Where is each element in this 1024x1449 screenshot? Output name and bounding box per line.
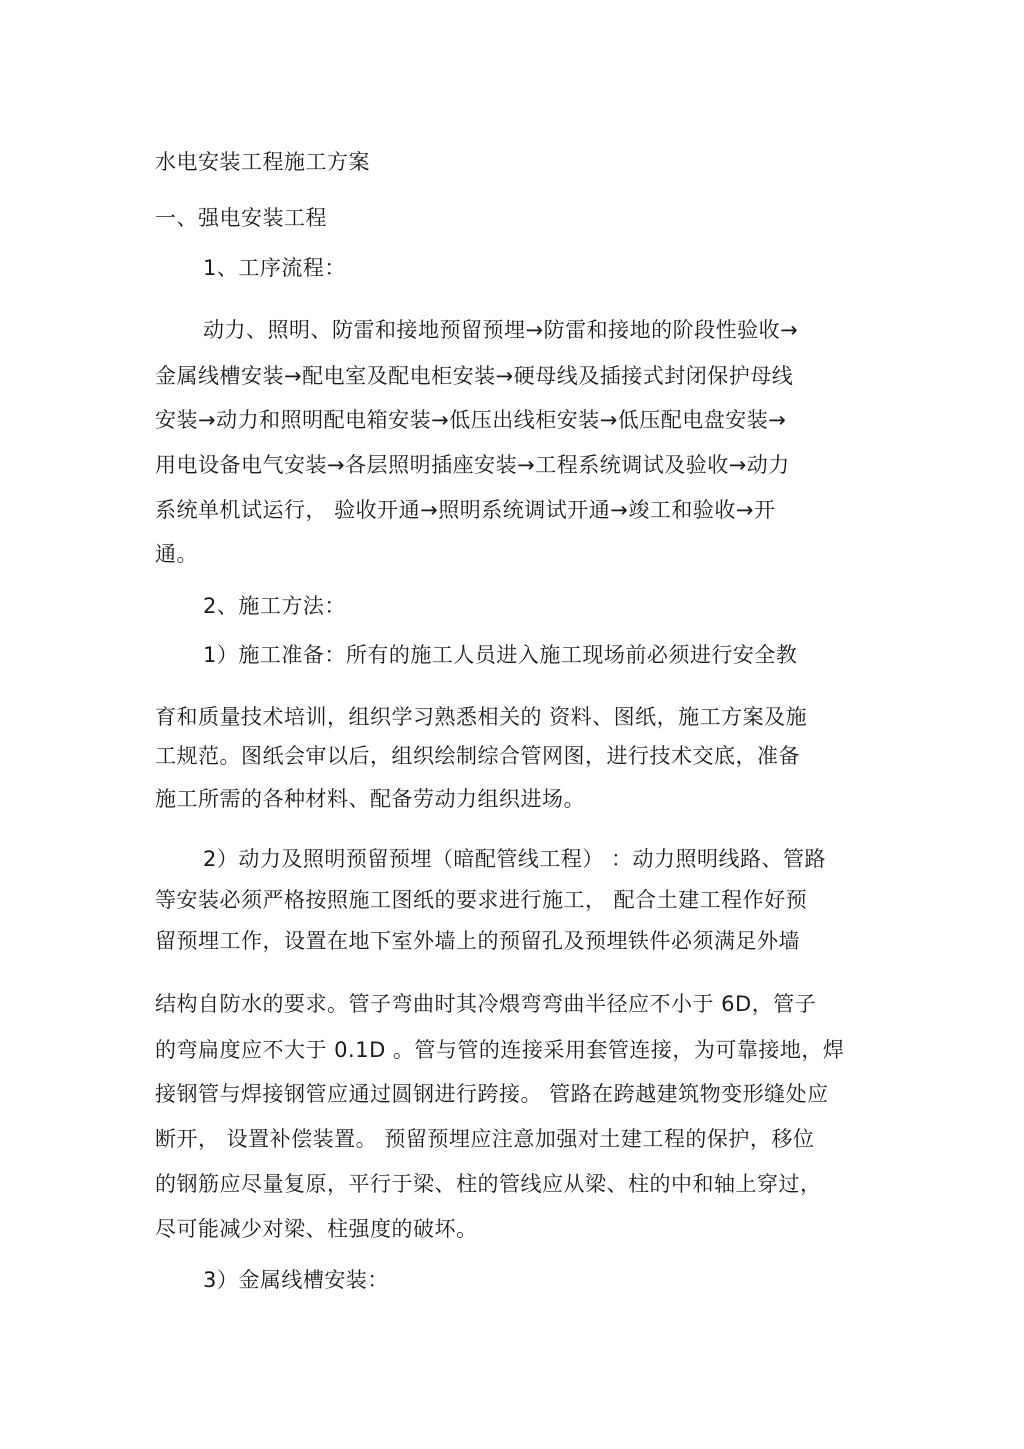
section-heading-strong-electric: 一、强电安装工程 <box>155 206 327 230</box>
embed-paragraph-line: 2）动力及照明预留预埋（暗配管线工程） ：动力照明线路、管路 <box>203 847 827 871</box>
document-title: 水电安装工程施工方案 <box>155 150 370 174</box>
subheading-process-flow: 1、工序流程： <box>203 256 346 280</box>
prep-paragraph-line: 施工所需的各种材料、配备劳动力组织进场。 <box>155 787 585 811</box>
flow-paragraph-line: 用电设备电气安装→各层照明插座安装→工程系统调试及验收→动力 <box>155 453 790 477</box>
embed-paragraph-line: 留预埋工作，设置在地下室外墙上的预留孔及预埋铁件必须满足外墙 <box>155 929 800 953</box>
flow-paragraph-line: 动力、照明、防雷和接地预留预埋→防雷和接地的阶段性验收→ <box>203 318 799 342</box>
prep-paragraph-line: 工规范。图纸会审以后，组织绘制综合管网图，进行技术交底，准备 <box>155 744 800 768</box>
prep-paragraph-line: 育和质量技术培训，组织学习熟悉相关的 资料、图纸，施工方案及施 <box>155 705 808 729</box>
embed-paragraph-line: 结构自防水的要求。管子弯曲时其冷煨弯弯曲半径应不小于 6D，管子 <box>155 992 817 1016</box>
flow-paragraph-line: 安装→动力和照明配电箱安装→低压出线柜安装→低压配电盘安装→ <box>155 408 787 432</box>
embed-paragraph-line: 尽可能减少对梁、柱强度的破坏。 <box>155 1217 478 1241</box>
embed-paragraph-line: 断开， 设置补偿装置。 预留预埋应注意加强对土建工程的保护，移位 <box>155 1127 815 1151</box>
flow-paragraph-line: 金属线槽安装→配电室及配电柜安装→硬母线及插接式封闭保护母线 <box>155 364 794 388</box>
flow-paragraph-line: 通。 <box>155 542 198 566</box>
subheading-metal-trunking: 3）金属线槽安装： <box>203 1268 389 1292</box>
embed-paragraph-line: 等安装必须严格按照施工图纸的要求进行施工， 配合土建工程作好预 <box>155 888 808 912</box>
embed-paragraph-line: 接钢管与焊接钢管应通过圆钢进行跨接。 管路在跨越建筑物变形缝处应 <box>155 1082 829 1106</box>
embed-paragraph-line: 的弯扁度应不大于 0.1D 。管与管的连接采用套管连接，为可靠接地，焊 <box>155 1038 845 1062</box>
embed-paragraph-line: 的钢筋应尽量复原，平行于梁、柱的管线应从梁、柱的中和轴上穿过， <box>155 1172 822 1196</box>
prep-paragraph-line: 1）施工准备：所有的施工人员进入施工现场前必须进行安全教 <box>203 643 798 667</box>
flow-paragraph-line: 系统单机试运行， 验收开通→照明系统调试开通→竣工和验收→开 <box>155 498 776 522</box>
subheading-construction-method: 2、施工方法： <box>203 594 346 618</box>
